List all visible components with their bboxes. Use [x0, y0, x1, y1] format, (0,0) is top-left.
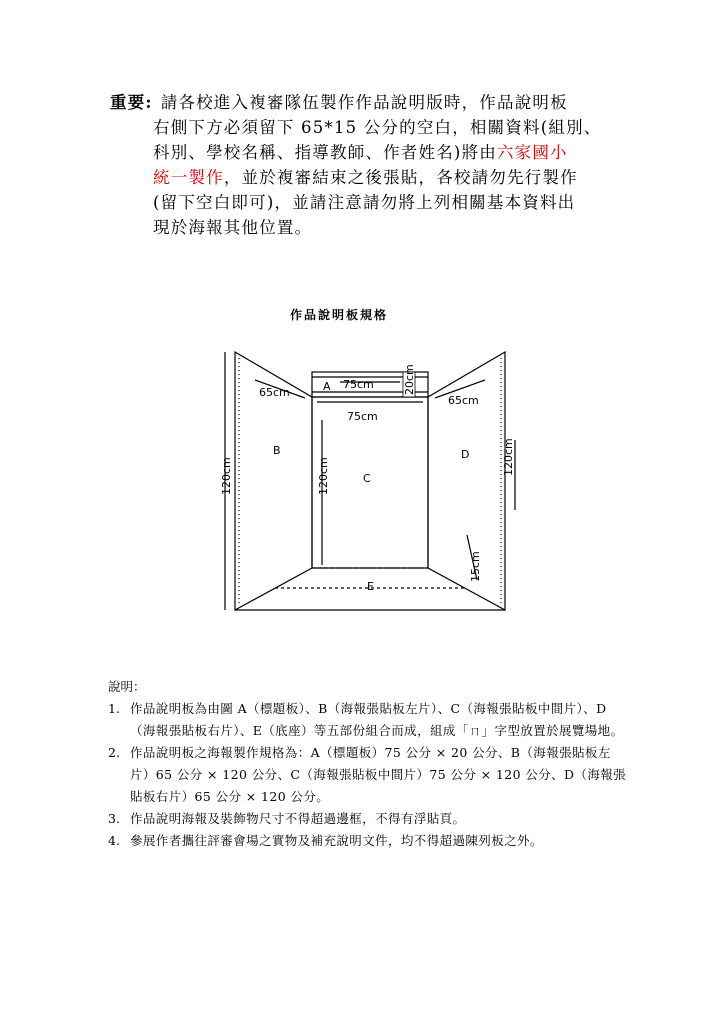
label-b: B: [273, 444, 281, 457]
explanation-item: [108, 808, 628, 830]
label-left-height: 120cm: [220, 457, 233, 495]
figure-title: 作品說明板規格: [290, 308, 389, 322]
notice-text-4: ，並於複審結束之後張貼，各校請勿先行製作: [223, 168, 578, 187]
item-text: 作品說明板之海報製作規格為：A（標題板）75 公分 × 20 公分、B（海報張貼板左片）65 公分 × 120 公分、C（海報張貼板中間片）75 公分 × 120 公分、D（海報張貼板右片）65 公分 × 120 公分。: [130, 745, 627, 804]
item-number: 1.: [108, 701, 120, 716]
item-text: 作品說明海報及裝飾物尺寸不得超過邊框，不得有浮貼頁。: [130, 811, 466, 826]
label-right-width: 65cm: [448, 394, 479, 407]
notice-line-6: 現於海報其他位置。: [153, 218, 313, 237]
label-e: E: [367, 580, 374, 593]
label-blank-height: 15cm: [469, 551, 482, 582]
explanation-heading: 說明：: [108, 679, 146, 694]
notice-line-3: [110, 140, 630, 165]
notice-line-4: [110, 165, 630, 190]
notice-line-1: [110, 90, 630, 115]
notice-label: 重要:: [110, 93, 153, 112]
explanation-section: [108, 676, 628, 852]
item-number: 3.: [108, 811, 120, 826]
label-center-height: 120cm: [317, 457, 330, 495]
label-right-height: 120cm: [502, 438, 515, 476]
label-top-width: 75cm: [343, 378, 374, 391]
notice-highlight-2: 統一製作: [153, 168, 224, 187]
display-board-diagram: [215, 340, 535, 625]
notice-text-3: 科別、學校名稱、指導教師、作者姓名)將由: [153, 143, 497, 162]
important-notice: [110, 90, 630, 240]
notice-line-5: (留下空白即可)，並請注意請勿將上列相關基本資料出: [153, 193, 576, 212]
label-left-width: 65cm: [259, 386, 290, 399]
label-c: C: [363, 472, 371, 485]
item-number: 4.: [108, 833, 120, 848]
label-inner-width: 75cm: [347, 410, 378, 423]
explanation-item: [108, 830, 628, 852]
notice-highlight-1: 六家國小: [496, 143, 568, 162]
label-a: A: [323, 380, 331, 393]
explanation-item: [108, 698, 628, 742]
item-text: 參展作者攜往評審會場之實物及補充說明文件，均不得超過陳列板之外。: [130, 833, 543, 848]
notice-text-1: 請各校進入複審隊伍製作作品說明版時，作品說明板: [160, 93, 568, 112]
item-number: 2.: [108, 745, 120, 760]
item-text: 作品說明板為由圖 A（標題板）、B（海報張貼板左片）、C（海報張貼板中間片）、D（海報張貼板右片）、E（底座）等五部份組合而成，組成「ㄇ」字型放置於展覽場地。: [130, 701, 624, 738]
label-top-height: 20cm: [403, 364, 416, 395]
notice-line-2: 右側下方必須留下 65*15 公分的空白，相關資料(組別、: [153, 118, 602, 137]
panel-d-outline: [428, 352, 505, 610]
label-d: D: [461, 448, 470, 461]
explanation-item: [108, 742, 628, 808]
